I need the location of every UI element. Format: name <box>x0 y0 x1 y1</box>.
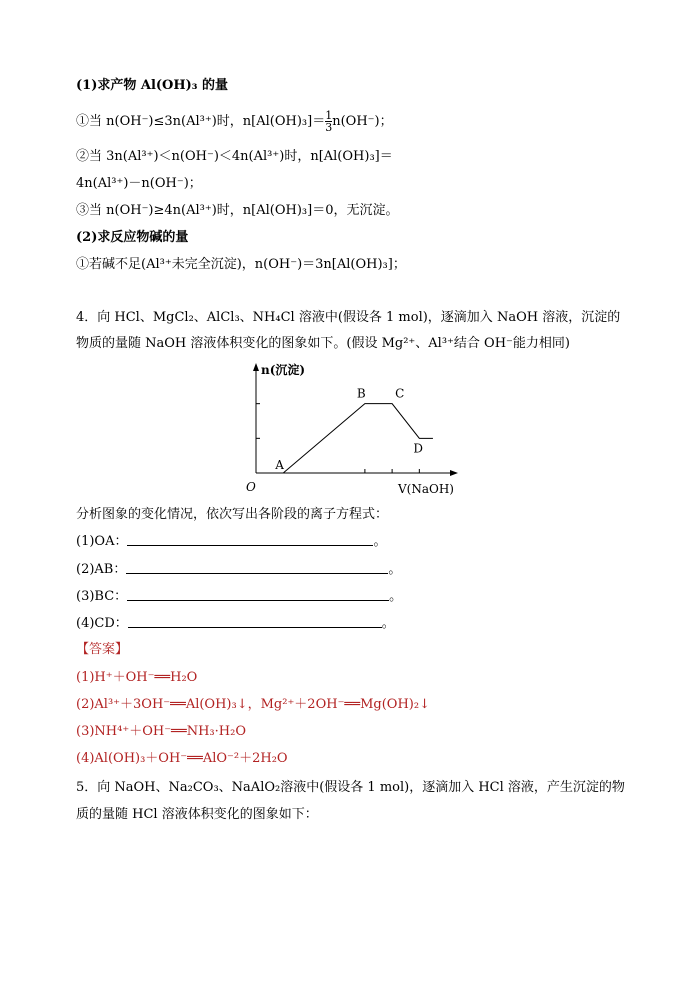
y-axis-arrow <box>253 363 259 371</box>
section1-heading: (1)求产物 Al(OH)₃ 的量 <box>76 78 229 93</box>
section1-case1 <box>76 110 393 133</box>
question5-line1: 5．向 NaOH、Na₂CO₃、NaAlO₂溶液中(假设各 1 mol)，逐滴加入 HCl 溶液，产生沉淀的物 <box>76 780 625 795</box>
blank-end: 。 <box>373 534 387 549</box>
answer-blank-cd[interactable] <box>128 614 382 628</box>
point-label-b: B <box>356 386 366 401</box>
blank-row-ab <box>76 560 401 580</box>
answer-blank-oa[interactable] <box>127 532 373 546</box>
answer-blank-ab[interactable] <box>126 560 388 574</box>
case1-tail: n(OH⁻)； <box>332 114 393 129</box>
origin-label: O <box>246 480 256 494</box>
blank-end: 。 <box>388 562 402 577</box>
blank-end: 。 <box>381 616 395 631</box>
x-axis-label: V(NaOH) <box>398 482 454 496</box>
question5-line2: 质的量随 HCl 溶液体积变化的图象如下： <box>76 807 318 822</box>
blank-label: (3)BC： <box>76 589 128 604</box>
answer-line-3: (3)NH⁴⁺＋OH⁻══NH₃·H₂O <box>76 724 246 739</box>
blank-end: 。 <box>389 589 403 604</box>
answer-line-2: (2)Al³⁺＋3OH⁻══Al(OH)₃↓，Mg²⁺＋2OH⁻══Mg(OH)₂↓ <box>76 697 430 712</box>
answer-line-4: (4)Al(OH)₃＋OH⁻══AlO⁻²＋2H₂O <box>76 751 288 766</box>
answer-line-1: (1)H⁺＋OH⁻══H₂O <box>76 670 198 685</box>
question4-prompt: 分析图象的变化情况，依次写出各阶段的离子方程式： <box>76 507 389 522</box>
section1-case2-line1: ②当 3n(Al³⁺)＜n(OH⁻)＜4n(Al³⁺)时，n[Al(OH)₃]＝ <box>76 149 393 164</box>
blank-label: (1)OA： <box>76 534 128 549</box>
fraction-denominator: 3 <box>325 121 333 134</box>
point-label-a: A <box>275 458 284 472</box>
section1-case2-line2: 4n(Al³⁺)－n(OH⁻)； <box>76 176 202 191</box>
answer-blank-bc[interactable] <box>127 587 389 601</box>
fraction-numerator: 1 <box>325 109 333 122</box>
point-label-c: C <box>395 386 405 401</box>
question4-line2: 物质的量随 NaOH 溶液体积变化的图象如下。(假设 Mg²⁺、Al³⁺结合 OH⁻能力相同) <box>76 336 570 351</box>
section2-heading: (2)求反应物碱的量 <box>76 230 189 245</box>
question4-line1: 4．向 HCl、MgCl₂、AlCl₃、NH₄Cl 溶液中(假设各 1 mol)，逐滴加入 NaOH 溶液，沉淀的 <box>76 310 621 325</box>
section2-case1: ①若碱不足(Al³⁺未完全沉淀)，n(OH⁻)＝3n[Al(OH)₃]； <box>76 257 406 272</box>
blank-row-bc <box>76 587 402 607</box>
blank-label: (4)CD： <box>76 616 128 631</box>
blank-label: (2)AB： <box>76 562 127 577</box>
section1-case3: ③当 n(OH⁻)≥4n(Al³⁺)时，n[Al(OH)₃]＝0，无沉淀。 <box>76 203 399 218</box>
question4-chart <box>230 355 470 500</box>
precipitate-curve <box>283 404 433 473</box>
answer-title: 【答案】 <box>76 642 129 657</box>
x-axis-arrow <box>450 470 458 476</box>
blank-row-oa <box>76 532 386 552</box>
blank-row-cd <box>76 614 395 634</box>
point-label-d: D <box>413 441 423 456</box>
case1-text: ①当 n(OH⁻)≤3n(Al³⁺)时，n[Al(OH)₃]＝ <box>76 114 326 129</box>
y-axis-label: n(沉淀) <box>261 363 306 377</box>
